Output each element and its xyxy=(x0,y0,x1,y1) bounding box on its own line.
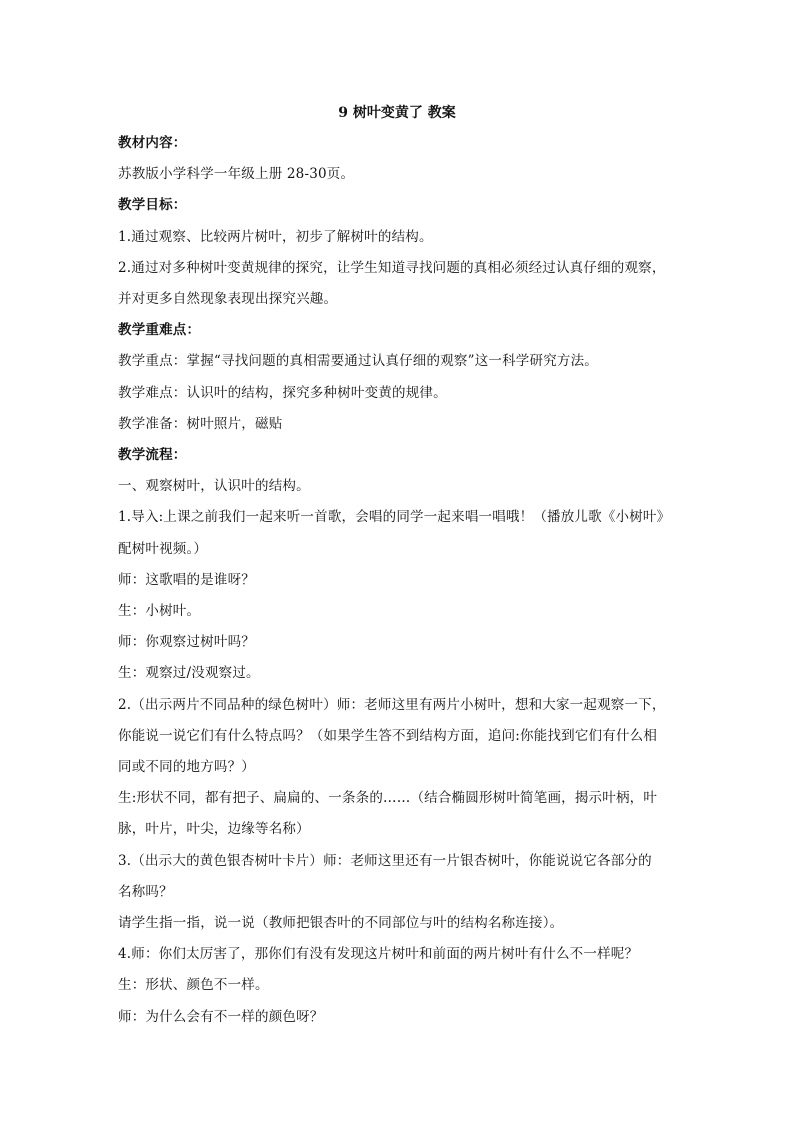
text-line-9: 教学难点：认识叶的结构，探究多种树叶变黄的规律。 xyxy=(118,385,447,401)
text-line-16: 生：小树叶。 xyxy=(118,603,201,619)
text-line-2: 苏教版小学科学一年级上册 28-30页。 xyxy=(118,166,355,182)
text-line-24: 3.（出示大的黄色银杏树叶卡片）师：老师这里还有一片银杏树叶，你能说说它各部分的 xyxy=(118,853,652,869)
text-line-14: 配树叶视频。） xyxy=(118,541,208,557)
text-line-13: 1.导入:上课之前我们一起来听一首歌，会唱的同学一起来唱一唱哦！（播放儿歌《小树叶》 xyxy=(118,509,671,525)
text-line-26: 请学生指一指，说一说（教师把银杏叶的不同部位与叶的结构名称连接）。 xyxy=(118,915,564,931)
text-line-18: 生：观察过/没观察过。 xyxy=(118,665,260,681)
text-line-1: 教材内容： xyxy=(118,135,187,151)
text-line-19: 2.（出示两片不同品种的绿色树叶）师：老师这里有两片小树叶，想和大家一起观察一下， xyxy=(118,697,666,713)
text-line-10: 教学准备：树叶照片，磁贴 xyxy=(118,416,283,432)
text-line-12: 一、观察树叶，认识叶的结构。 xyxy=(118,478,310,494)
text-line-7: 教学重难点： xyxy=(118,322,201,338)
text-line-20: 你能说一说它们有什么特点吗？（如果学生答不到结构方面，追问:你能找到它们有什么相 xyxy=(118,728,658,744)
text-line-6: 并对更多自然现象表现出探究兴趣。 xyxy=(118,291,338,307)
text-line-29: 师：为什么会有不一样的颜色呀？ xyxy=(118,1009,324,1025)
text-line-11: 教学流程： xyxy=(118,447,187,463)
text-line-21: 同或不同的地方吗？） xyxy=(118,759,255,775)
text-line-4: 1.通过观察、比较两片树叶，初步了解树叶的结构。 xyxy=(118,229,433,245)
text-line-5: 2.通过对多种树叶变黄规律的探究，让学生知道寻找问题的真相必须经过认真仔细的观察， xyxy=(118,260,666,276)
text-line-25: 名称吗？ xyxy=(118,884,173,900)
text-line-23: 脉，叶片，叶尖，边缘等名称） xyxy=(118,821,310,837)
text-line-8: 教学重点：掌握“寻找问题的真相需要通过认真仔细的观察”这一科学研究方法。 xyxy=(118,353,599,369)
document-title: 9 树叶变黄了 教案 xyxy=(338,105,456,121)
text-line-22: 生:形状不同，都有把子、扁扁的、一条条的……（结合椭圆形树叶简笔画，揭示叶柄，叶 xyxy=(118,790,658,806)
text-line-15: 师：这歌唱的是谁呀？ xyxy=(118,572,255,588)
text-line-28: 生：形状、颜色不一样。 xyxy=(118,977,269,993)
text-line-3: 教学目标： xyxy=(118,197,187,213)
text-line-17: 师：你观察过树叶吗？ xyxy=(118,634,255,650)
text-line-27: 4.师：你们太厉害了，那你们有没有发现这片树叶和前面的两片树叶有什么不一样呢？ xyxy=(118,946,639,962)
